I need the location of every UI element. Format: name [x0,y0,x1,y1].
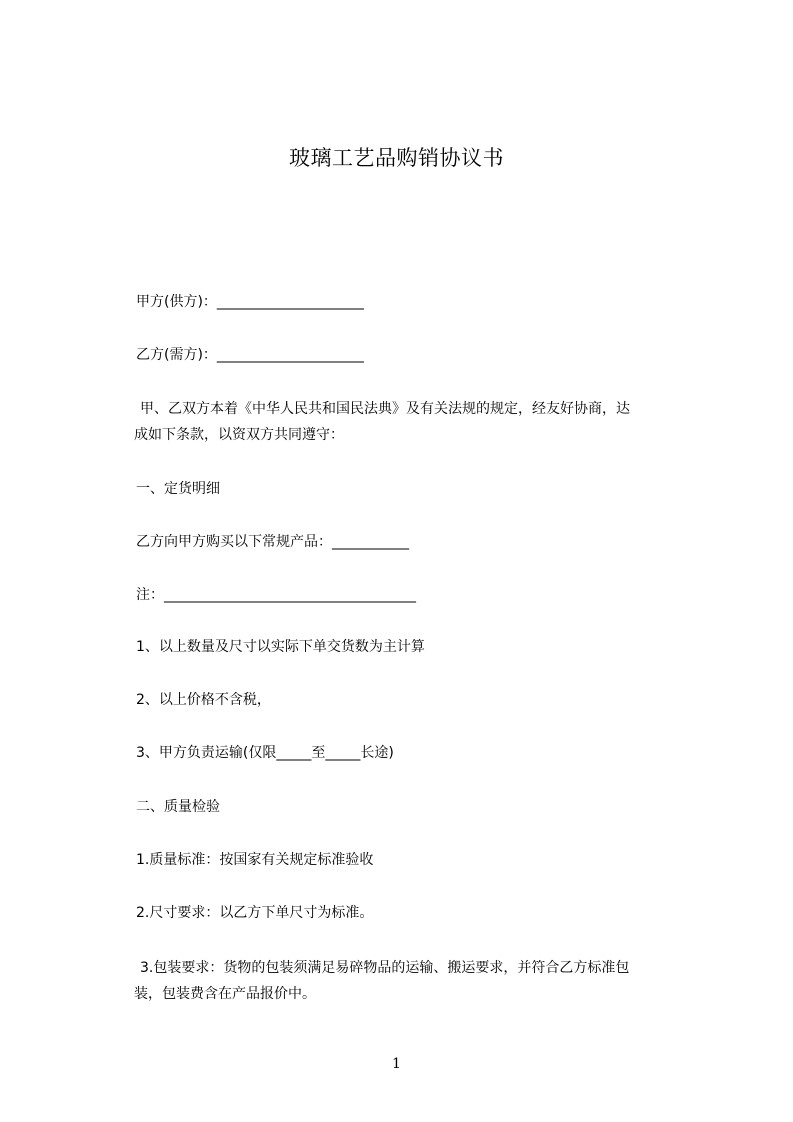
item-1: 1、以上数量及尺寸以实际下单交货数为主计算 [136,639,425,655]
item-3: 3、甲方负责运输(仅限_____至_____长途) [136,745,394,761]
note-line: 注：____________________________________ [136,587,416,603]
document-title: 玻璃工艺品购销协议书 [289,146,504,170]
purchase-line: 乙方向甲方购买以下常规产品：___________ [136,534,409,550]
size-requirement: 2.尺寸要求：以乙方下单尺寸为标准。 [136,905,374,921]
intro-paragraph [136,396,676,448]
intro-line-1: 甲、乙双方本着《中华人民共和国民法典》及有关法规的规定，经友好协商，达 [140,401,630,417]
section-1-heading: 一、定货明细 [136,481,220,497]
intro-line-2: 成如下条款，以资双方共同遵守： [134,427,344,443]
item-2: 2、以上价格不含税， [136,692,271,708]
party-b-line: 乙方(需方)：_____________________ [136,347,364,363]
packaging-line-1: 3.包装要求：货物的包装须满足易碎物品的运输、搬运要求，并符合乙方标准包 [140,960,630,976]
quality-standard: 1.质量标准：按国家有关规定标准验收 [136,852,374,868]
packaging-line-2: 装，包装费含在产品报价中。 [134,986,316,1002]
party-a-line: 甲方(供方)：_____________________ [136,294,364,310]
packaging-paragraph [136,955,676,1007]
page-number: 1 [392,1056,401,1072]
section-2-heading: 二、质量检验 [136,799,220,815]
